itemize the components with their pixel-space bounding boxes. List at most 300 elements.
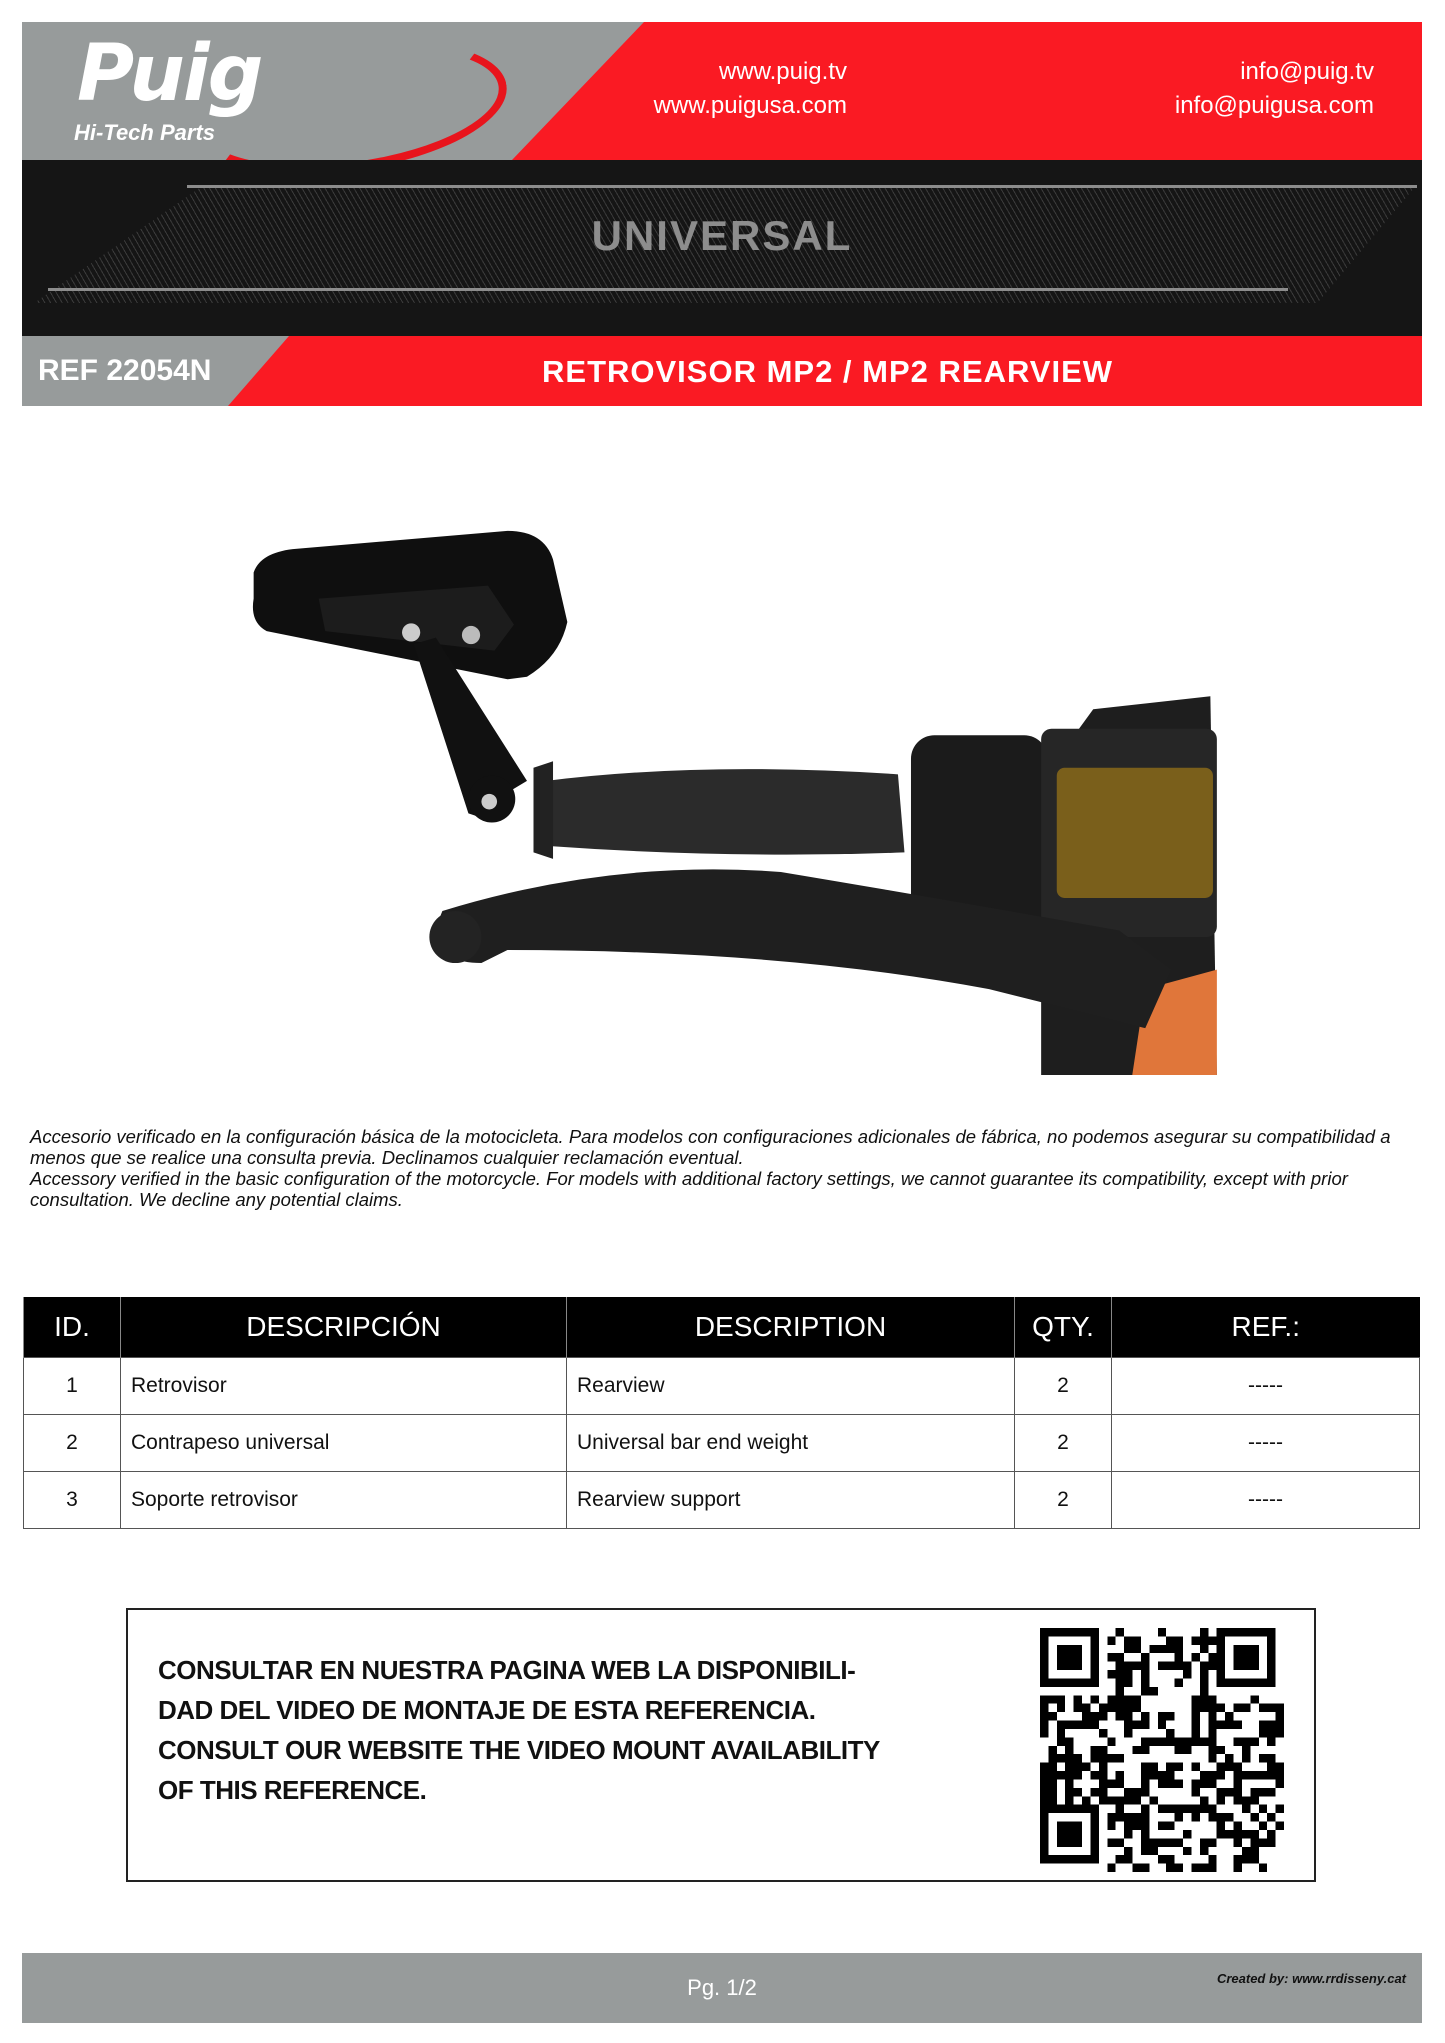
qr-module <box>1141 1805 1149 1813</box>
qr-module <box>1057 1771 1065 1779</box>
qr-module <box>1149 1687 1157 1695</box>
qr-module <box>1250 1628 1258 1636</box>
qr-module <box>1057 1838 1065 1846</box>
qr-module <box>1149 1645 1157 1653</box>
video-notice-text <box>158 1650 1033 1810</box>
qr-module <box>1217 1830 1225 1838</box>
qr-module <box>1250 1813 1258 1821</box>
qr-module <box>1158 1712 1166 1720</box>
qr-module <box>1124 1636 1132 1644</box>
qr-module <box>1208 1805 1216 1813</box>
qr-module <box>1133 1645 1141 1653</box>
qr-module <box>1040 1788 1048 1796</box>
qr-module <box>1234 1796 1242 1804</box>
qr-module <box>1158 1645 1166 1653</box>
col-descripcion: DESCRIPCIÓN <box>121 1297 567 1358</box>
qr-module <box>1242 1771 1250 1779</box>
website-link[interactable]: www.puig.tv <box>718 58 847 85</box>
qr-module <box>1124 1855 1132 1863</box>
qr-module <box>1074 1788 1082 1796</box>
product-photo <box>247 527 1217 1075</box>
qr-module <box>1133 1822 1141 1830</box>
qr-module <box>1200 1628 1208 1636</box>
notice-line: OF THIS REFERENCE. <box>158 1775 427 1805</box>
qr-module <box>1225 1628 1233 1636</box>
qr-module <box>1057 1830 1065 1838</box>
email-link-usa[interactable]: info@puigusa.com <box>1174 92 1374 119</box>
qr-module <box>1074 1805 1082 1813</box>
qr-module <box>1040 1662 1048 1670</box>
qr-module <box>1065 1754 1073 1762</box>
qr-module <box>1116 1653 1124 1661</box>
cell-ref: ----- <box>1112 1472 1420 1529</box>
footer <box>22 1953 1422 2023</box>
qr-module <box>1217 1746 1225 1754</box>
qr-module <box>1107 1822 1115 1830</box>
qr-module <box>1267 1763 1275 1771</box>
qr-module <box>1191 1729 1199 1737</box>
qr-module <box>1082 1763 1090 1771</box>
qr-module <box>1183 1847 1191 1855</box>
qr-module <box>1057 1805 1065 1813</box>
qr-module <box>1175 1805 1183 1813</box>
qr-module <box>1040 1670 1048 1678</box>
qr-module <box>1141 1771 1149 1779</box>
qr-module <box>1124 1796 1132 1804</box>
qr-module <box>1158 1779 1166 1787</box>
qr-module <box>1208 1729 1216 1737</box>
qr-module <box>1191 1704 1199 1712</box>
qr-module <box>1090 1771 1098 1779</box>
qr-module <box>1242 1653 1250 1661</box>
qr-module <box>1267 1678 1275 1686</box>
qr-module <box>1057 1822 1065 1830</box>
qr-module <box>1242 1805 1250 1813</box>
qr-module <box>1267 1771 1275 1779</box>
qr-module <box>1234 1737 1242 1745</box>
qr-module <box>1200 1687 1208 1695</box>
qr-module <box>1175 1838 1183 1846</box>
qr-module <box>1141 1822 1149 1830</box>
qr-module <box>1225 1788 1233 1796</box>
qr-module <box>1234 1855 1242 1863</box>
qr-module <box>1048 1628 1056 1636</box>
qr-module <box>1124 1670 1132 1678</box>
qr-module <box>1183 1670 1191 1678</box>
qr-code[interactable] <box>1040 1628 1284 1872</box>
qr-module <box>1225 1813 1233 1821</box>
qr-module <box>1057 1695 1065 1703</box>
qr-module <box>1208 1813 1216 1821</box>
qr-module <box>1183 1746 1191 1754</box>
qr-module <box>1074 1653 1082 1661</box>
qr-module <box>1074 1855 1082 1863</box>
qr-module <box>1133 1813 1141 1821</box>
qr-module <box>1040 1695 1048 1703</box>
qr-module <box>1242 1847 1250 1855</box>
qr-module <box>1141 1712 1149 1720</box>
qr-module <box>1099 1779 1107 1787</box>
qr-module <box>1183 1662 1191 1670</box>
qr-module <box>1217 1670 1225 1678</box>
qr-module <box>1090 1754 1098 1762</box>
qr-module <box>1124 1721 1132 1729</box>
qr-module <box>1074 1763 1082 1771</box>
qr-module <box>1090 1813 1098 1821</box>
qr-module <box>1259 1678 1267 1686</box>
qr-module <box>1191 1763 1199 1771</box>
qr-module <box>1250 1695 1258 1703</box>
qr-module <box>1107 1796 1115 1804</box>
qr-module <box>1090 1830 1098 1838</box>
qr-module <box>1149 1838 1157 1846</box>
qr-module <box>1116 1628 1124 1636</box>
qr-module <box>1250 1838 1258 1846</box>
qr-module <box>1040 1704 1048 1712</box>
qr-module <box>1208 1746 1216 1754</box>
qr-module <box>1242 1855 1250 1863</box>
qr-module <box>1191 1712 1199 1720</box>
qr-module <box>1242 1746 1250 1754</box>
qr-module <box>1259 1822 1267 1830</box>
qr-module <box>1259 1721 1267 1729</box>
qr-module <box>1141 1670 1149 1678</box>
col-id: ID. <box>24 1297 121 1358</box>
qr-module <box>1074 1838 1082 1846</box>
qr-module <box>1048 1788 1056 1796</box>
cell-descripcion: Soporte retrovisor <box>121 1472 567 1529</box>
qr-module <box>1225 1721 1233 1729</box>
qr-module <box>1107 1838 1115 1846</box>
qr-module <box>1124 1712 1132 1720</box>
qr-module <box>1124 1822 1132 1830</box>
qr-module <box>1099 1729 1107 1737</box>
qr-module <box>1259 1864 1267 1872</box>
qr-module <box>1074 1830 1082 1838</box>
qr-module <box>1175 1746 1183 1754</box>
category-band <box>22 160 1422 336</box>
qr-module <box>1048 1779 1056 1787</box>
qr-module <box>1116 1678 1124 1686</box>
qr-module <box>1208 1855 1216 1863</box>
qr-module <box>1074 1628 1082 1636</box>
cell-id: 2 <box>24 1415 121 1472</box>
qr-module <box>1276 1822 1284 1830</box>
qr-module <box>1217 1636 1225 1644</box>
qr-module <box>1175 1678 1183 1686</box>
qr-module <box>1208 1838 1216 1846</box>
qr-module <box>1065 1855 1073 1863</box>
qr-module <box>1225 1763 1233 1771</box>
qr-module <box>1065 1805 1073 1813</box>
qr-module <box>1107 1670 1115 1678</box>
qr-module <box>1040 1847 1048 1855</box>
qr-module <box>1166 1855 1174 1863</box>
qr-module <box>1133 1864 1141 1872</box>
qr-module <box>1250 1788 1258 1796</box>
qr-module <box>1234 1779 1242 1787</box>
qr-module <box>1141 1847 1149 1855</box>
logo-tagline: Hi-Tech Parts <box>74 120 216 145</box>
qr-module <box>1217 1813 1225 1821</box>
product-band <box>22 336 1422 406</box>
qr-module <box>1149 1763 1157 1771</box>
qr-module <box>1175 1737 1183 1745</box>
qr-module <box>1175 1813 1183 1821</box>
qr-module <box>1048 1796 1056 1804</box>
qr-module <box>1183 1830 1191 1838</box>
qr-module <box>1175 1763 1183 1771</box>
qr-module <box>1225 1830 1233 1838</box>
cell-ref: ----- <box>1112 1415 1420 1472</box>
qr-module <box>1116 1855 1124 1863</box>
qr-module <box>1267 1830 1275 1838</box>
qr-module <box>1200 1737 1208 1745</box>
qr-module <box>1208 1771 1216 1779</box>
qr-module <box>1057 1678 1065 1686</box>
category-title: UNIVERSAL <box>591 212 853 259</box>
qr-module <box>1082 1721 1090 1729</box>
qr-module <box>1242 1796 1250 1804</box>
qr-module <box>1116 1754 1124 1762</box>
qr-module <box>1166 1737 1174 1745</box>
qr-module <box>1124 1695 1132 1703</box>
cell-descripcion: Retrovisor <box>121 1358 567 1415</box>
qr-module <box>1166 1822 1174 1830</box>
qr-module <box>1057 1645 1065 1653</box>
qr-module <box>1124 1847 1132 1855</box>
website-link-usa[interactable]: www.puigusa.com <box>653 92 847 119</box>
table-header <box>24 1297 1420 1358</box>
qr-module <box>1065 1678 1073 1686</box>
qr-module <box>1149 1737 1157 1745</box>
qr-module <box>1217 1763 1225 1771</box>
qr-module <box>1048 1678 1056 1686</box>
puig-logo: Puig <box>77 29 262 119</box>
qr-module <box>1234 1721 1242 1729</box>
qr-module <box>1040 1855 1048 1863</box>
qr-module <box>1191 1813 1199 1821</box>
qr-module <box>1267 1754 1275 1762</box>
qr-module <box>1208 1754 1216 1762</box>
qr-module <box>1040 1729 1048 1737</box>
qr-module <box>1234 1788 1242 1796</box>
qr-module <box>1250 1771 1258 1779</box>
cell-qty: 2 <box>1015 1358 1112 1415</box>
qr-module <box>1158 1721 1166 1729</box>
qr-module <box>1141 1813 1149 1821</box>
qr-module <box>1267 1704 1275 1712</box>
qr-module <box>1200 1864 1208 1872</box>
qr-module <box>1082 1678 1090 1686</box>
qr-module <box>1234 1771 1242 1779</box>
qr-module <box>1200 1796 1208 1804</box>
qr-module <box>1250 1796 1258 1804</box>
qr-module <box>1166 1864 1174 1872</box>
qr-module <box>1048 1805 1056 1813</box>
qr-module <box>1116 1771 1124 1779</box>
qr-module <box>1191 1721 1199 1729</box>
qr-module <box>1082 1628 1090 1636</box>
qr-module <box>1048 1754 1056 1762</box>
qr-module <box>1191 1805 1199 1813</box>
qr-module <box>1259 1771 1267 1779</box>
qr-module <box>1234 1628 1242 1636</box>
qr-module <box>1099 1712 1107 1720</box>
credits: Created by: www.rrdisseny.cat <box>1216 1971 1406 1986</box>
qr-module <box>1116 1813 1124 1821</box>
qr-module <box>1065 1788 1073 1796</box>
qr-module <box>1276 1779 1284 1787</box>
qr-module <box>1099 1704 1107 1712</box>
qr-module <box>1234 1830 1242 1838</box>
qr-module <box>1208 1695 1216 1703</box>
qr-module <box>1040 1822 1048 1830</box>
qr-module <box>1090 1636 1098 1644</box>
cell-id: 3 <box>24 1472 121 1529</box>
qr-module <box>1090 1805 1098 1813</box>
qr-module <box>1259 1704 1267 1712</box>
qr-module <box>1057 1754 1065 1762</box>
divider <box>48 288 1288 291</box>
qr-module <box>1057 1662 1065 1670</box>
cell-qty: 2 <box>1015 1472 1112 1529</box>
qr-module <box>1116 1687 1124 1695</box>
qr-module <box>1158 1838 1166 1846</box>
qr-module <box>1090 1695 1098 1703</box>
cell-qty: 2 <box>1015 1415 1112 1472</box>
qr-module <box>1276 1763 1284 1771</box>
qr-module <box>1141 1838 1149 1846</box>
cell-description: Rearview <box>567 1358 1015 1415</box>
qr-module <box>1242 1645 1250 1653</box>
qr-module <box>1208 1653 1216 1661</box>
qr-module <box>1065 1721 1073 1729</box>
cell-id: 1 <box>24 1358 121 1415</box>
qr-module <box>1242 1754 1250 1762</box>
qr-module <box>1141 1830 1149 1838</box>
qr-module <box>1175 1653 1183 1661</box>
qr-module <box>1166 1771 1174 1779</box>
qr-module <box>1208 1779 1216 1787</box>
notice-line: CONSULT OUR WEBSITE THE VIDEO MOUNT AVAILABILITY <box>158 1735 880 1765</box>
qr-module <box>1065 1779 1073 1787</box>
qr-module <box>1250 1737 1258 1745</box>
qr-module <box>1040 1796 1048 1804</box>
qr-module <box>1090 1847 1098 1855</box>
qr-module <box>1200 1645 1208 1653</box>
cell-description: Universal bar end weight <box>567 1415 1015 1472</box>
qr-module <box>1133 1636 1141 1644</box>
qr-module <box>1175 1636 1183 1644</box>
qr-module <box>1065 1662 1073 1670</box>
qr-module <box>1267 1729 1275 1737</box>
qr-module <box>1242 1737 1250 1745</box>
qr-module <box>1158 1855 1166 1863</box>
qr-module <box>1040 1763 1048 1771</box>
qr-module <box>1065 1796 1073 1804</box>
qr-module <box>1217 1796 1225 1804</box>
qr-module <box>1166 1779 1174 1787</box>
qr-module <box>1040 1636 1048 1644</box>
qr-module <box>1057 1721 1065 1729</box>
divider <box>187 185 1417 188</box>
qr-module <box>1048 1771 1056 1779</box>
qr-module <box>1242 1830 1250 1838</box>
qr-module <box>1217 1704 1225 1712</box>
qr-module <box>1065 1822 1073 1830</box>
qr-module <box>1040 1678 1048 1686</box>
qr-module <box>1099 1754 1107 1762</box>
qr-module <box>1090 1855 1098 1863</box>
qr-module <box>1107 1779 1115 1787</box>
qr-module <box>1217 1628 1225 1636</box>
qr-module <box>1250 1645 1258 1653</box>
qr-module <box>1175 1864 1183 1872</box>
qr-module <box>1158 1662 1166 1670</box>
qr-module <box>1090 1653 1098 1661</box>
qr-module <box>1234 1645 1242 1653</box>
qr-module <box>1276 1805 1284 1813</box>
qr-module <box>1234 1704 1242 1712</box>
qr-module <box>1124 1662 1132 1670</box>
qr-module <box>1267 1813 1275 1821</box>
qr-module <box>1250 1678 1258 1686</box>
qr-module <box>1149 1847 1157 1855</box>
qr-module <box>1191 1695 1199 1703</box>
qr-module <box>1259 1838 1267 1846</box>
qr-module <box>1082 1796 1090 1804</box>
qr-module <box>1166 1763 1174 1771</box>
qr-module <box>1116 1670 1124 1678</box>
notice-line: DAD DEL VIDEO DE MONTAJE DE ESTA REFERENCIA. <box>158 1695 816 1725</box>
email-link[interactable]: info@puig.tv <box>1240 58 1374 85</box>
qr-module <box>1107 1704 1115 1712</box>
qr-module <box>1107 1653 1115 1661</box>
qr-module <box>1217 1678 1225 1686</box>
qr-module <box>1267 1737 1275 1745</box>
qr-module <box>1141 1737 1149 1745</box>
qr-module <box>1276 1771 1284 1779</box>
table-row <box>24 1358 1420 1415</box>
parts-table <box>23 1297 1420 1529</box>
qr-module <box>1276 1704 1284 1712</box>
qr-module <box>1090 1628 1098 1636</box>
qr-module <box>1116 1805 1124 1813</box>
qr-module <box>1200 1838 1208 1846</box>
qr-module <box>1048 1855 1056 1863</box>
qr-module <box>1133 1662 1141 1670</box>
qr-module <box>1141 1653 1149 1661</box>
qr-module <box>1191 1788 1199 1796</box>
qr-module <box>1116 1838 1124 1846</box>
qr-module <box>1225 1678 1233 1686</box>
qr-module <box>1099 1763 1107 1771</box>
qr-module <box>1166 1729 1174 1737</box>
qr-module <box>1267 1788 1275 1796</box>
qr-module <box>1141 1687 1149 1695</box>
qr-module <box>1082 1704 1090 1712</box>
qr-module <box>1040 1830 1048 1838</box>
qr-module <box>1074 1704 1082 1712</box>
qr-module <box>1267 1628 1275 1636</box>
qr-module <box>1057 1628 1065 1636</box>
qr-module <box>1259 1805 1267 1813</box>
page-number: Pg. 1/2 <box>687 1975 757 2000</box>
qr-module <box>1065 1763 1073 1771</box>
qr-module <box>1267 1662 1275 1670</box>
qr-module <box>1090 1678 1098 1686</box>
